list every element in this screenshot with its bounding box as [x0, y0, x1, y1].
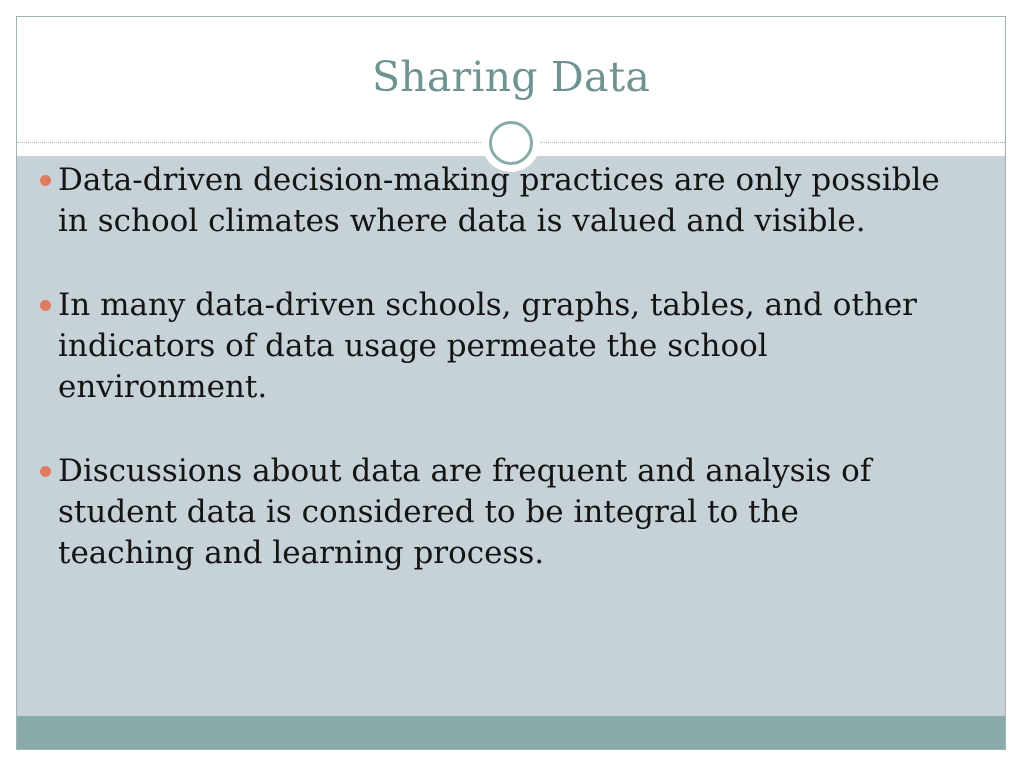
bullet-list [40, 160, 940, 617]
bullet-item [40, 285, 940, 408]
bullet-item [40, 160, 940, 242]
bullet-dot-icon [40, 175, 51, 186]
bullet-dot-icon [40, 300, 51, 311]
slide-title: Sharing Data [372, 53, 650, 101]
footer-band [17, 716, 1005, 750]
bullet-item [40, 451, 940, 574]
bullet-dot-icon [40, 466, 51, 477]
bullet-text: In many data-driven schools, graphs, tables, and other indicators of data usage permeate the school environment. [58, 287, 917, 405]
bullet-text: Data-driven decision-making practices are only possible in school climates where data is valued and visible. [58, 162, 940, 239]
bullet-text: Discussions about data are frequent and analysis of student data is considered to be integral to the teaching and learning process. [58, 453, 872, 571]
ring-icon [489, 121, 533, 165]
